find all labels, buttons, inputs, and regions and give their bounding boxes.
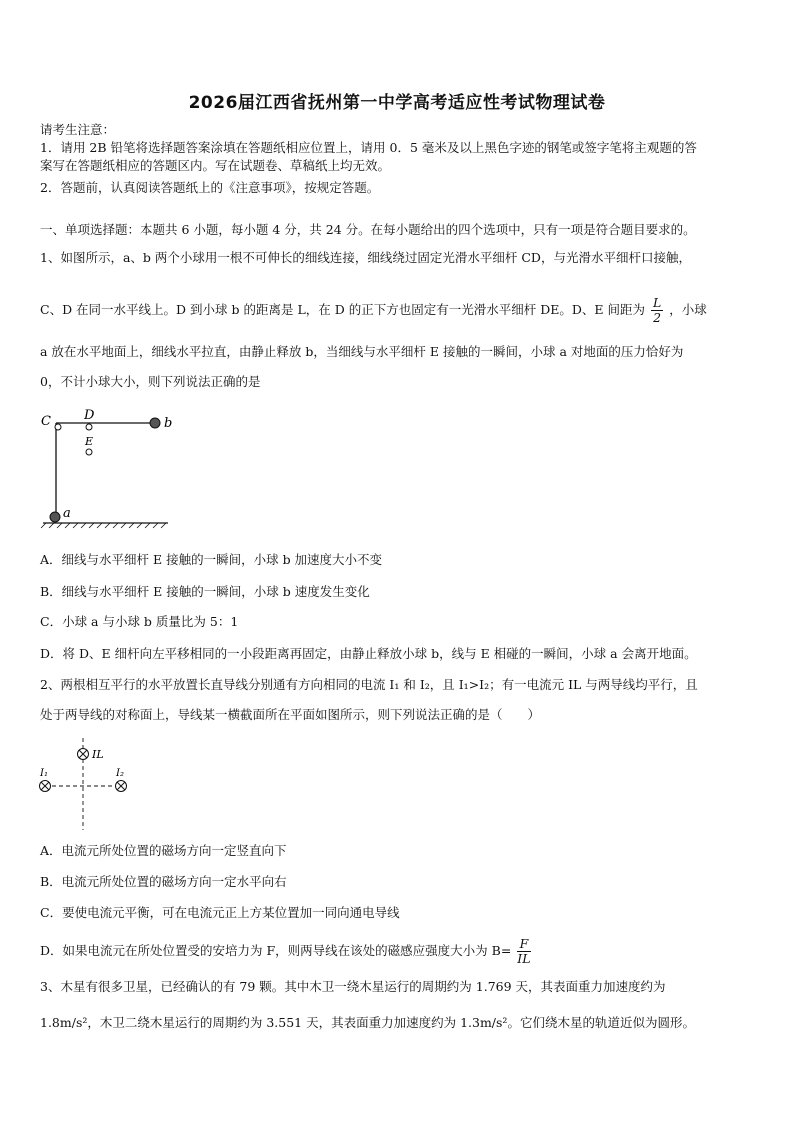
- section-heading: 一、单项选择题：本题共 6 小题，每小题 4 分，共 24 分。在每小题给出的四个选项中，只有一项是符合题目要求的。: [40, 222, 696, 237]
- q2-frac-den: IL: [517, 951, 531, 966]
- q1-option-b: B．细线与水平细杆 E 接触的一瞬间，小球 b 速度发生变化: [40, 584, 370, 599]
- label-b: b: [164, 416, 173, 431]
- wire-I1: [40, 781, 51, 792]
- rod-C: [55, 424, 61, 430]
- q3-line-2: 1.8m/s²，木卫二绕木星运行的周期约为 3.551 天，其表面重力加速度约为 1.3m/s²。它们绕木星的轨道近似为圆形。: [40, 1015, 695, 1030]
- q2-figure: [34, 738, 144, 833]
- q2-line-2: 处于两导线的对称面上，导线某一横截面所在平面如图所示，则下列说法正确的是（ ）: [40, 707, 541, 722]
- q2-option-d: [40, 937, 760, 966]
- q2-frac-num: F: [517, 937, 530, 952]
- notice-item-1b: 案写在答题纸相应的答题区内。写在试题卷、草稿纸上均无效。: [40, 158, 391, 173]
- current-element-IL: [78, 749, 89, 760]
- q1-option-d: D．将 D、E 细杆向左平移相同的一小段距离再固定，由静止释放小球 b，线与 E 相碰的一瞬间，小球 a 会离开地面。: [40, 646, 697, 661]
- q1-frac-num: L: [652, 295, 662, 310]
- label-I2: I₂: [116, 768, 124, 779]
- q2-line-1: 2、两根相互平行的水平放置长直导线分别通有方向相同的电流 I₁ 和 I₂，且 I₁>I₂；有一电流元 IL 与两导线均平行，且: [40, 677, 698, 692]
- q3-line-1: 3、木星有很多卫星，已经确认的有 79 颗。其中木卫一绕木星运行的周期约为 1.769 天，其表面重力加速度约为: [40, 979, 666, 994]
- q1-line-1: 1、如图所示，a、b 两个小球用一根不可伸长的细线连接，细线绕过固定光滑水平细杆 CD，与光滑水平细杆口接触，: [40, 250, 691, 265]
- q1-option-c: C．小球 a 与小球 b 质量比为 5：1: [40, 614, 239, 629]
- ball-a: [50, 512, 60, 522]
- wire-I2: [116, 781, 127, 792]
- label-C: C: [41, 414, 51, 429]
- page-title: 2026届江西省抚州第一中学高考适应性考试物理试卷: [188, 93, 606, 113]
- ball-b: [150, 418, 160, 428]
- label-a: a: [63, 506, 71, 521]
- notice-heading: 请考生注意：: [40, 122, 116, 137]
- q1-figure: [38, 405, 178, 535]
- label-IL: IL: [92, 748, 104, 761]
- notice-item-2: 2．答题前，认真阅读答题纸上的《注意事项》，按规定答题。: [40, 180, 380, 195]
- q1-fraction: [651, 296, 663, 325]
- label-E: E: [85, 435, 94, 448]
- ground-hatch: [41, 523, 166, 528]
- notice-item-1a: 1．请用 2B 铅笔将选择题答案涂填在答题纸相应位置上，请用 0．5 毫米及以上黑色字迹的钢笔或签字笔将主观题的答: [40, 140, 697, 155]
- q2-option-c: C．要使电流元平衡，可在电流元正上方某位置加一同向通电导线: [40, 905, 400, 920]
- q1-line-4: 0，不计小球大小，则下列说法正确的是: [40, 374, 261, 389]
- q1-option-a: A．细线与水平细杆 E 接触的一瞬间，小球 b 加速度大小不变: [40, 552, 383, 567]
- q1-line-2-text: C、D 在同一水平线上。D 到小球 b 的距离是 L，在 D 的正下方也固定有一光滑水平细杆 DE。D、E 间距为: [40, 302, 645, 317]
- q1-line-2: [40, 296, 760, 325]
- q1-frac-den: 2: [653, 310, 662, 325]
- label-D: D: [84, 408, 95, 423]
- q2-option-a: A．电流元所处位置的磁场方向一定竖直向下: [40, 843, 287, 858]
- label-I1: I₁: [40, 768, 48, 779]
- q1-line-3: a 放在水平地面上，细线水平拉直，由静止释放 b，当细线与水平细杆 E 接触的一瞬间，小球 a 对地面的压力恰好为: [40, 344, 684, 359]
- rod-D: [86, 424, 92, 430]
- q2-option-b: B．电流元所处位置的磁场方向一定水平向右: [40, 874, 287, 889]
- q2-fraction: [517, 937, 530, 966]
- q1-line-2-tail: ，小球: [669, 302, 707, 317]
- q2-option-d-text: D．如果电流元在所处位置受的安培力为 F，则两导线在该处的磁感应强度大小为 B=: [40, 943, 512, 958]
- rod-E: [86, 449, 92, 455]
